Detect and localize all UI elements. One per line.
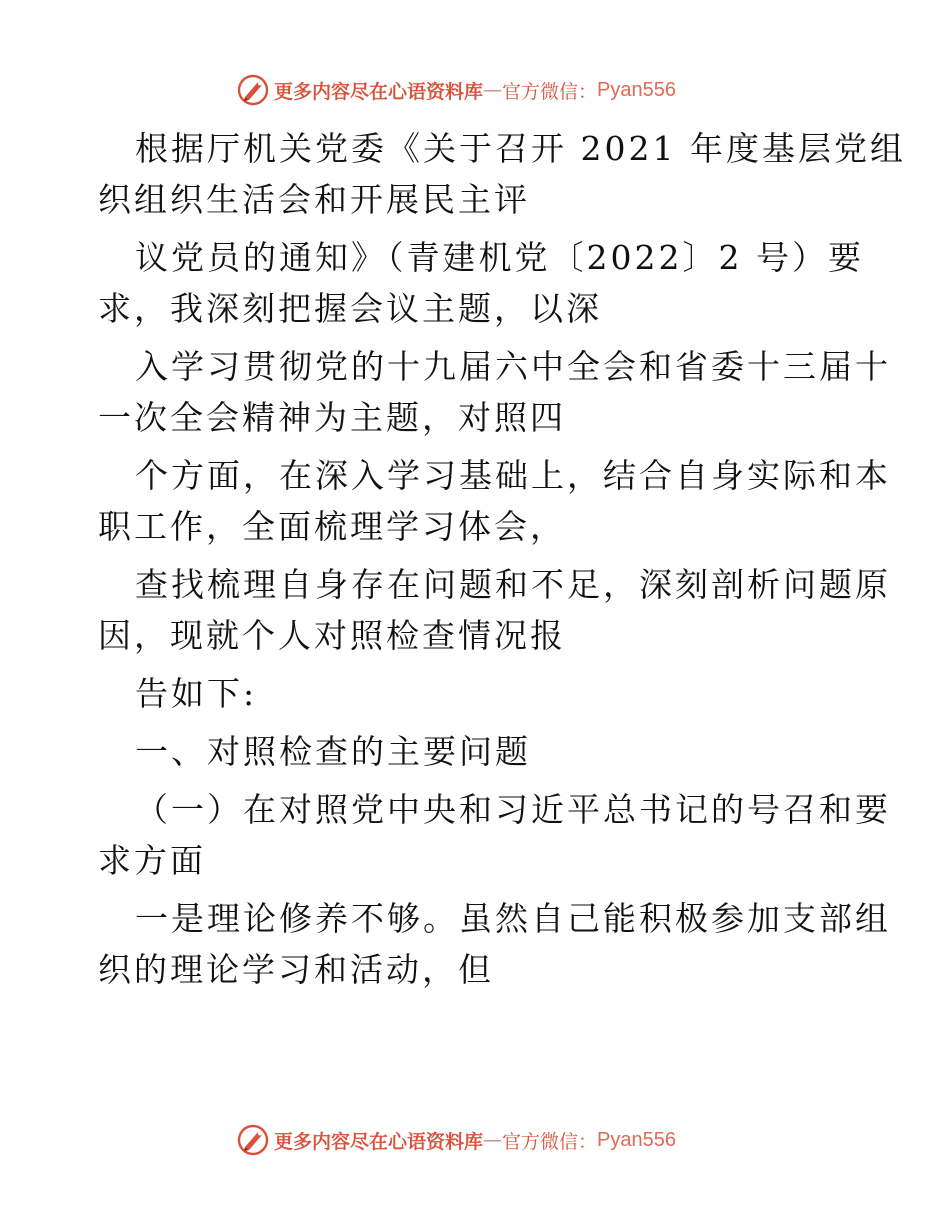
subsection-heading (98, 784, 891, 886)
text-line: 一、对照检查的主要问题 (135, 732, 531, 771)
text-line: 织的理论学习和活动，但 (98, 950, 494, 989)
text-line: 个方面，在深入学习基础上，结合自身实际和本 (135, 456, 891, 495)
text-line: 因，现就个人对照检查情况报 (98, 616, 566, 655)
paragraph (98, 559, 891, 661)
text-line: 告如下: (135, 674, 258, 713)
text-line: （一）在对照党中央和习近平总书记的号召和要 (135, 790, 891, 829)
paragraph (98, 123, 906, 225)
text-line: 职工作，全面梳理学习体会， (98, 507, 566, 546)
paragraph (98, 668, 858, 719)
paragraph (98, 232, 864, 334)
paragraph (98, 341, 891, 443)
text-line: 根据厅机关党委《关于召开 2021 年度基层党组 (135, 129, 906, 168)
pen-logo-icon (236, 1123, 270, 1157)
document-body (98, 123, 906, 1002)
paragraph (98, 450, 891, 552)
watermark-header (236, 72, 676, 108)
watermark-footer (236, 1122, 676, 1158)
text-line: 议党员的通知》（青建机党〔2022〕2 号）要 (135, 238, 864, 277)
text-line: 查找梳理自身存在问题和不足，深刻剖析问题原 (135, 565, 891, 604)
text-line: 求方面 (98, 841, 206, 880)
text-line: 一是理论修养不够。虽然自己能积极参加支部组 (135, 899, 891, 938)
watermark-wechat-id: Pyan556 (597, 78, 676, 101)
watermark-wechat-id: Pyan556 (597, 1128, 676, 1151)
text-line: 求，我深刻把握会议主题，以深 (98, 289, 602, 328)
text-line: 入学习贯彻党的十九届六中全会和省委十三届十 (135, 347, 891, 386)
watermark-brand: 更多内容尽在心语资料库 (274, 80, 484, 103)
section-heading (98, 726, 858, 777)
watermark-official-label: 官方微信： (502, 1130, 598, 1153)
pen-logo-icon (236, 73, 270, 107)
watermark-brand: 更多内容尽在心语资料库 (274, 1130, 484, 1153)
text-line: 织组织生活会和开展民主评 (98, 180, 530, 219)
text-line: 一次全会精神为主题，对照四 (98, 398, 566, 437)
watermark-official-label: 官方微信： (502, 80, 598, 103)
watermark-dash: — (483, 79, 503, 101)
paragraph (98, 893, 891, 995)
watermark-dash: — (483, 1129, 503, 1151)
